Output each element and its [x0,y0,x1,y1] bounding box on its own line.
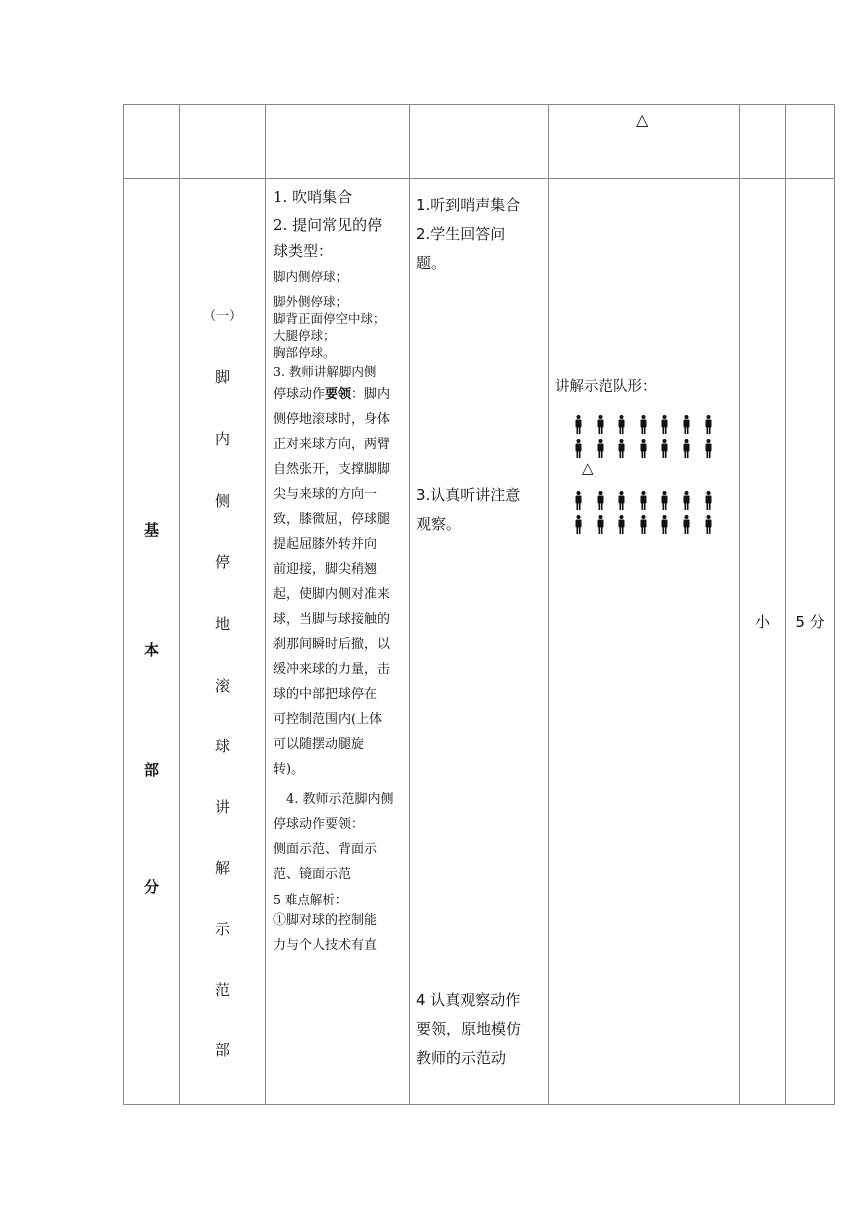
teacher-step-5-line: 力与个人技术有直 [273,938,378,953]
student-figure-icon [683,415,690,435]
student-figure-icon [597,415,604,435]
topic-char: 停 [214,553,230,571]
student-figure-icon [575,515,582,535]
student-figure-icon [661,491,668,511]
technique-line: 可以随摆动腿旋 [273,737,365,752]
lesson-plan-table [123,104,835,1105]
technique-line: 起，使脚内侧对准来 [273,587,391,602]
student-line: 3.认真听讲注意 [416,486,521,504]
technique-line: 尖与来球的方向一 [273,487,378,502]
student-figure-icon [597,491,604,511]
topic-char: 脚 [214,368,230,386]
student-figure-icon [661,439,668,459]
teacher-step-3-line [273,382,407,407]
topic-char: 地 [214,615,230,633]
stop-type-1: 脚内侧停球； [273,269,349,284]
student-figure-icon [640,491,647,511]
teacher-step-1: 1. 吹哨集合 [273,188,353,206]
cell-empty [786,105,835,179]
student-line: 要领，原地模仿 [416,1020,522,1038]
technique-line: 自然张开，支撑脚脚 [273,462,391,477]
cell-empty [124,105,180,179]
student-figure-icon [705,439,712,459]
student-activity-cell [410,179,549,1105]
student-group-4 [416,986,544,1073]
student-figure-icon [683,439,690,459]
stop-type-2: 脚外侧停球； [273,294,349,309]
teacher-step-5-line: ①脚对球的控制能 [273,913,378,928]
teacher-step-4-line: 范、镜面示范 [273,867,352,882]
topic-char: 范 [214,981,230,999]
student-figure-icon [640,439,647,459]
teacher-step-5: 5 难点解析： [273,892,348,907]
step-3-prefix: 停球动作 [273,387,326,402]
technique-line: 球，当脚与球接触的 [273,612,391,627]
student-figure-icon [661,515,668,535]
stop-type-3: 脚背正面停空中球； [273,311,386,326]
step-3-keypoint: 要领 [325,387,352,402]
student-figure-icon [683,515,690,535]
technique-line: 可控制范围内(上体 [273,712,383,727]
teacher-triangle-icon: △ [636,110,649,129]
topic-cell [180,179,266,1105]
intensity-value: 小 [754,613,770,631]
student-line: 4 认真观察动作 [416,991,521,1009]
time-cell [786,179,835,1105]
student-figure-icon [575,491,582,511]
student-figure-icon [575,415,582,435]
table-row [124,105,835,179]
student-figure-icon [618,515,625,535]
student-figure-icon [683,491,690,511]
section-cell [124,179,180,1105]
topic-char: 内 [214,430,230,448]
student-figure-icon [618,439,625,459]
technique-line: 刹那间瞬时后撤，以 [273,637,391,652]
student-line: 2.学生回答问 [416,225,506,243]
student-figure-icon [705,491,712,511]
teacher-activity-cell [266,179,410,1105]
topic-char: 滚 [214,677,230,695]
formation-label: 讲解示范队形： [555,379,657,395]
technique-line: 提起屈膝外转并向 [273,537,378,552]
student-line: 观察。 [416,515,462,533]
student-figure-icon [661,415,668,435]
teacher-step-4-line: 停球动作要领： [273,817,365,832]
table-row [124,179,835,1105]
teacher-step-2-cont: 球类型： [273,242,334,260]
intensity-cell [740,179,786,1105]
teacher-step-4: 4. 教师示范脚内侧 [273,792,394,807]
stop-type-4: 大腿停球； [273,328,336,343]
student-figure-icon [597,515,604,535]
student-line: 教师的示范动 [416,1049,507,1067]
student-line: 题。 [416,254,447,272]
teacher-activity-text [273,184,407,958]
organization-cell [549,179,740,1105]
student-figure-icon [705,415,712,435]
stop-type-5: 胸部停球。 [273,345,336,360]
student-figure-icon [640,515,647,535]
section-char: 基 [143,521,159,539]
student-figure-icon [618,415,625,435]
section-char: 分 [143,878,159,896]
technique-line: 致，膝微屈，停球腿 [273,512,391,527]
time-value: 5 分 [795,613,825,631]
section-char: 本 [143,641,159,659]
student-figure-icon [575,439,582,459]
technique-line: 转)。 [273,762,305,777]
teacher-triangle-icon: △ [582,459,594,477]
student-figure-icon [597,439,604,459]
topic-char: 侧 [214,492,230,510]
technique-line: 球的中部把球停在 [273,687,378,702]
student-figure-icon [705,515,712,535]
topic-char: 讲 [214,798,230,816]
cell-empty [266,105,410,179]
step-3-suffix: ：脚内 [351,387,391,402]
student-figure-icon [618,491,625,511]
topic-char: 解 [214,859,230,877]
cell-empty [410,105,549,179]
teacher-step-3: 3. 教师讲解脚内侧 [273,364,377,379]
technique-line: 侧停地滚球时，身体 [273,412,391,427]
student-group-1 [416,191,544,278]
section-char: 部 [143,761,159,779]
technique-line: 缓冲来球的力量，击 [273,662,391,677]
topic-char: 部 [214,1041,230,1059]
student-group-3 [416,481,544,539]
topic-char: 示 [214,920,230,938]
topic-char: （一） [202,309,242,324]
teacher-step-4-line: 侧面示范、背面示 [273,842,378,857]
topic-char: 球 [214,737,230,755]
cell-empty [180,105,266,179]
teacher-step-2: 2. 提问常见的停 [273,216,383,234]
student-figure-icon [640,415,647,435]
cell-empty [740,105,786,179]
cell-formation-top [549,105,740,179]
technique-line: 前迎接，脚尖稍翘 [273,562,378,577]
student-line: 1.听到哨声集合 [416,196,521,214]
technique-line: 正对来球方向，两臂 [273,437,391,452]
